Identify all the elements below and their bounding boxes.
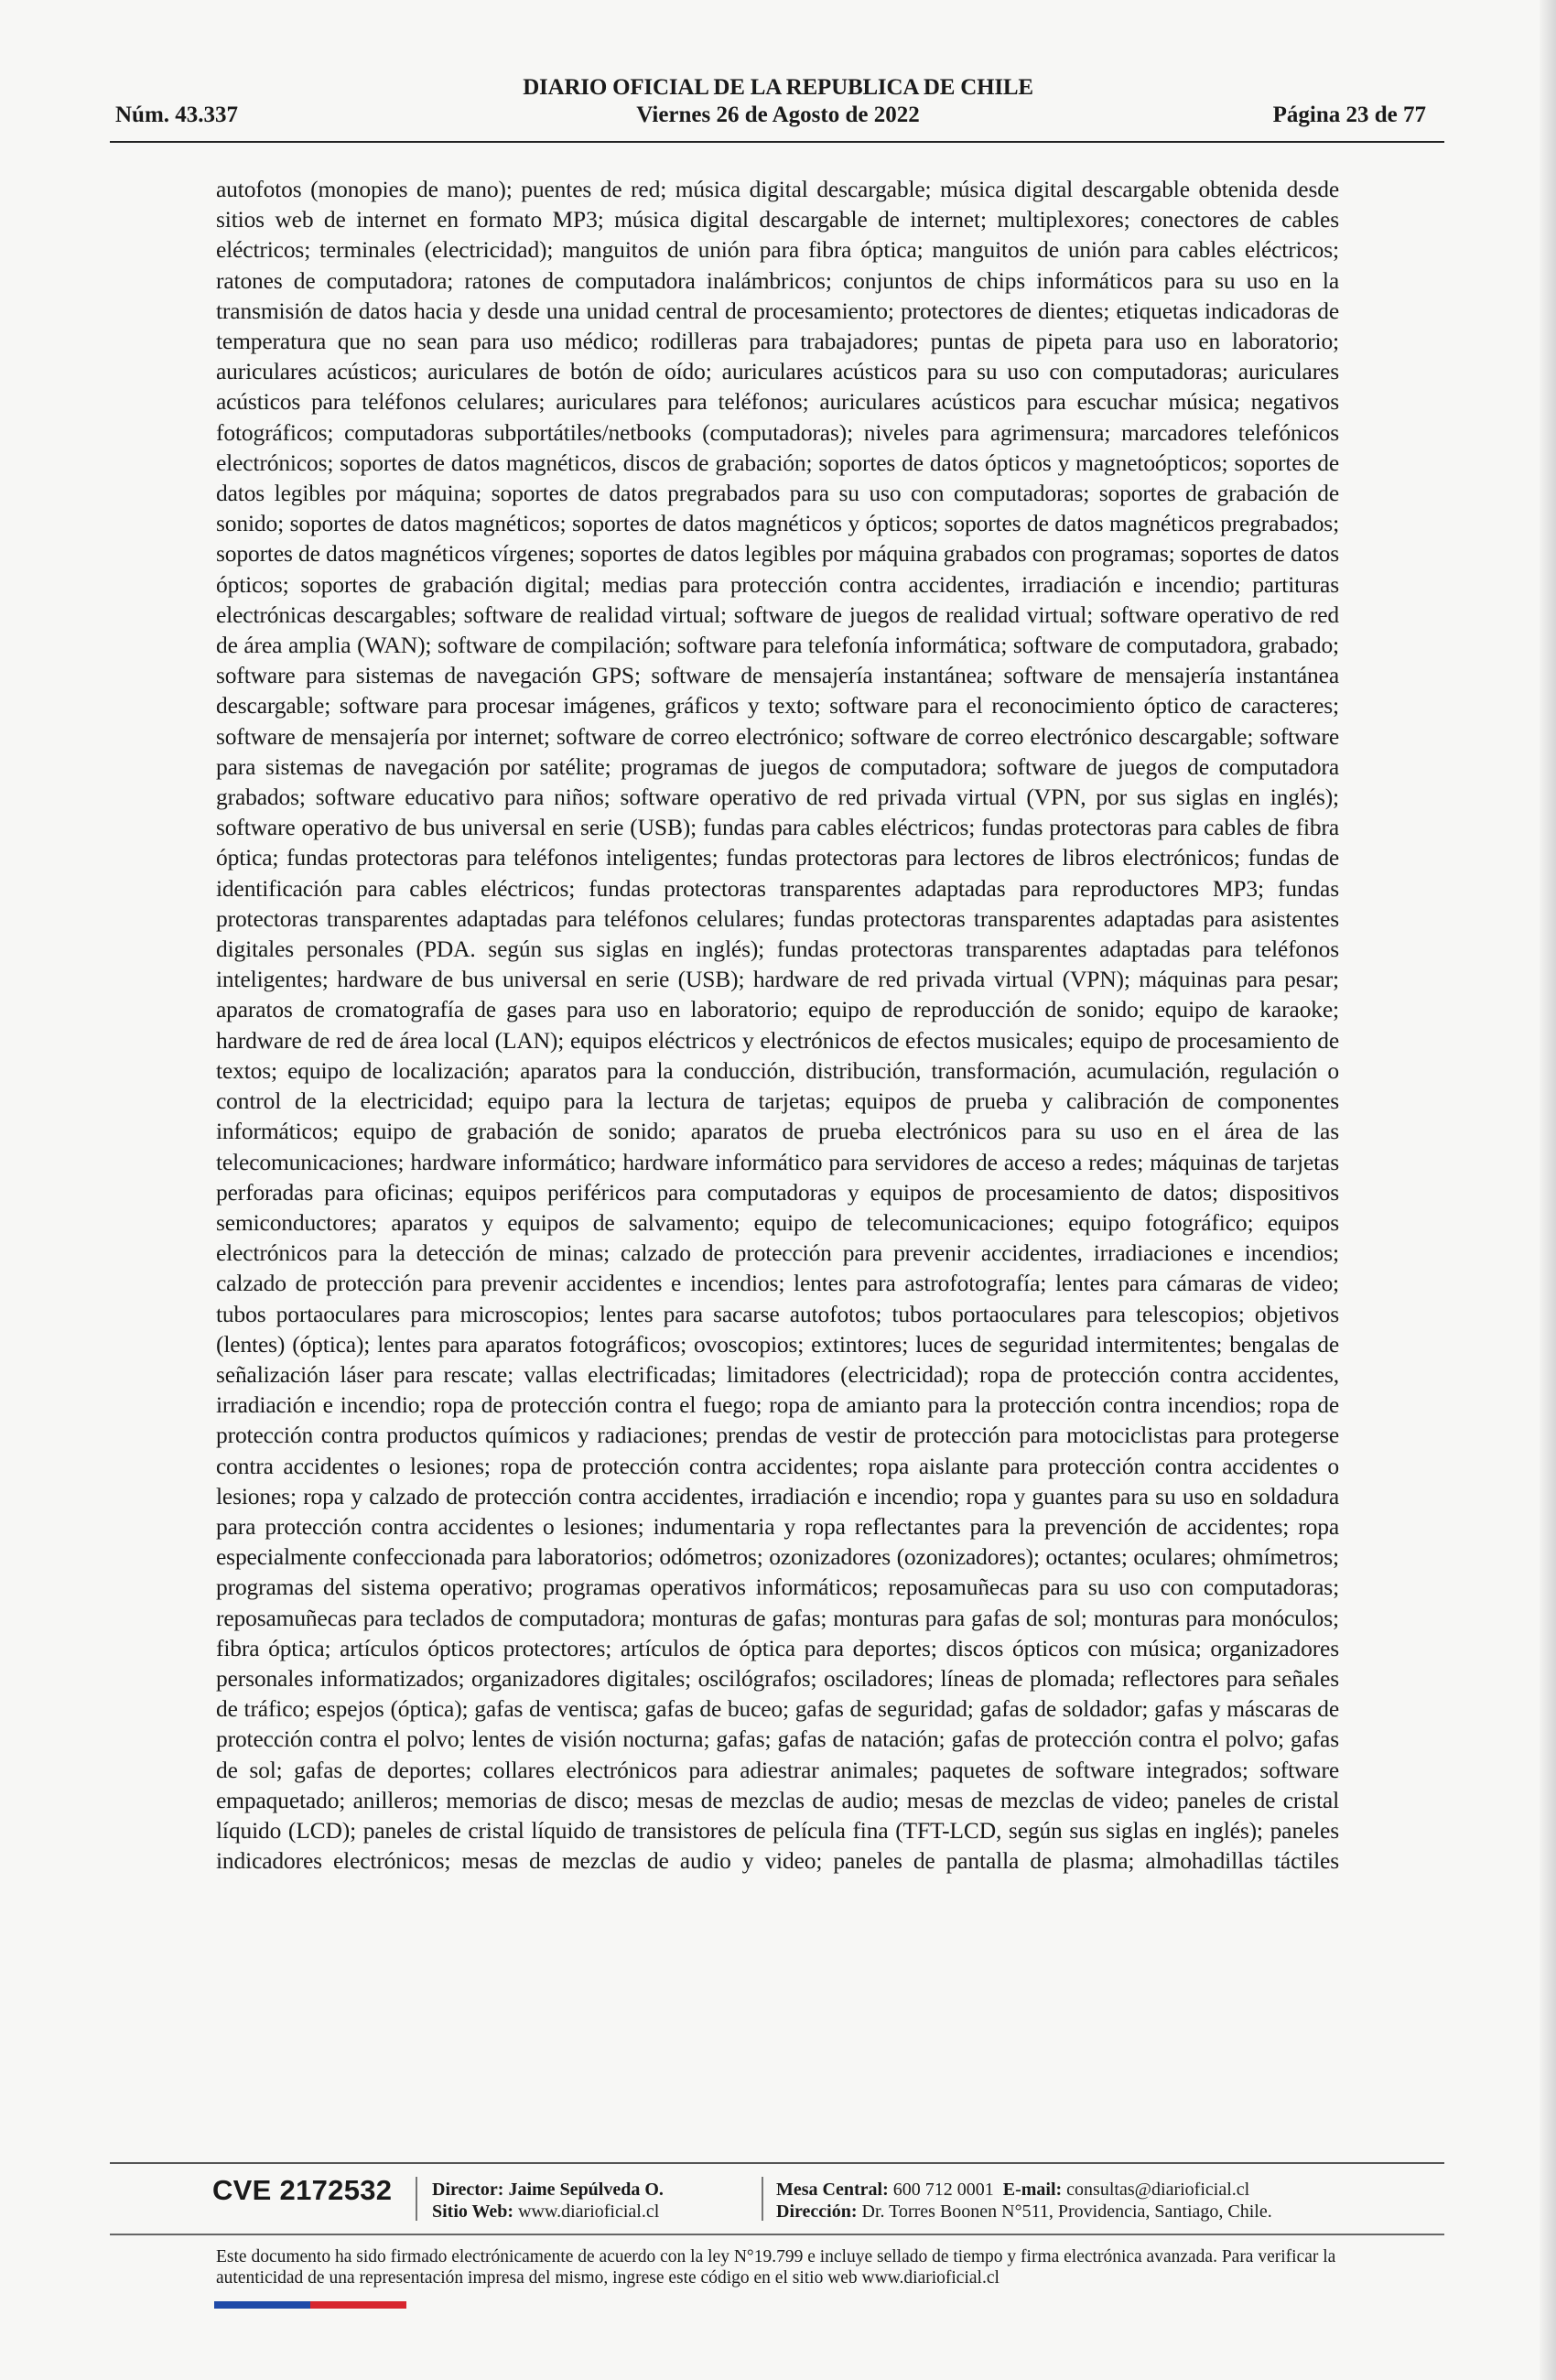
footer-separator: [416, 2177, 417, 2221]
header-divider: [110, 141, 1444, 143]
phone-label: Mesa Central:: [776, 2180, 889, 2200]
flag-blue-segment: [214, 2301, 310, 2309]
issue-date: Viernes 26 de Agosto de 2022: [636, 103, 920, 127]
issue-number: Núm. 43.337: [115, 103, 239, 127]
phone-number: 600 712 0001: [892, 2180, 994, 2200]
cve-code: CVE 2172532: [212, 2174, 393, 2206]
flag-red-segment: [310, 2301, 406, 2309]
address-text: Dr. Torres Boonen N°511, Providencia, Santiago, Chile.: [861, 2202, 1272, 2222]
footer-contact-block: [776, 2179, 1272, 2223]
signature-notice: Este documento ha sido firmado electrónicamente de acuerdo con la ley N°19.799 e incluye sellado de tiempo y firma electrónica avanzada. Para verificar la autenticidad de una representación impresa del mismo, ingrese este código en el sitio web www.diarioficial.cl: [216, 2247, 1336, 2288]
footer-divider-top: [110, 2162, 1444, 2164]
newspaper-title: DIARIO OFICIAL DE LA REPUBLICA DE CHILE: [523, 75, 1033, 100]
body-paragraph: autofotos (monopies de mano); puentes de red; música digital descargable; música digital descargable obtenida desde sitios web de internet en formato MP3; música digital descargable de internet; multiplexores; conectores de cables eléctricos; terminales (electricidad); manguitos de unión para fibra óptica; manguitos de unión para cables eléctricos; ratones de computadora; ratones de computadora inalámbricos; conjuntos de chips informáticos para su uso en la transmisión de datos hacia y desde una unidad central de procesamiento; protectores de dientes; etiquetas indicadoras de temperatura que no sean para uso médico; rodilleras para trabajadores; puntas de pipeta para uso en laboratorio; auriculares acústicos; auriculares de botón de oído; auriculares acústicos para su uso con computadoras; auriculares acústicos para teléfonos celulares; auriculares para teléfonos; auriculares acústicos para escuchar música; negativos fotográficos; computadoras subportátiles/netbooks (computadoras); niveles para agrimensura; marcadores telefónicos electrónicos; soportes de datos magnéticos, discos de grabación; soportes de datos ópticos y magnetoópticos; soportes de datos legibles por máquina; soportes de datos pregrabados para su uso con computadoras; soportes de grabación de sonido; soportes de datos magnéticos; soportes de datos magnéticos y ópticos; soportes de datos magnéticos pregrabados; soportes de datos magnéticos vírgenes; soportes de datos legibles por máquina grabados con programas; soportes de datos ópticos; soportes de grabación digital; medias para protección contra accidentes, irradiación e incendio; partituras electrónicas descargables; software de realidad virtual; software de juegos de realidad virtual; software operativo de red de área amplia (WAN); software de compilación; software para telefonía informática; software de computadora, grabado; software para sistemas de navegación GPS; software de mensajería instantánea; software de mensajería instantánea descargable; software para procesar imágenes, gráficos y texto; software para el reconocimiento óptico de caracteres; software de mensajería por internet; software de correo electrónico; software de correo electrónico descargable; software para sistemas de navegación por satélite; programas de juegos de computadora; software de juegos de computadora grabados; software educativo para niños; software operativo de red privada virtual (VPN, por sus siglas en inglés); software operativo de bus universal en serie (USB); fundas para cables eléctricos; fundas protectoras para cables de fibra óptica; fundas protectoras para teléfonos inteligentes; fundas protectoras para lectores de libros electrónicos; fundas de identificación para cables eléctricos; fundas protectoras transparentes adaptadas para reproductores MP3; fundas protectoras transparentes adaptadas para teléfonos celulares; fundas protectoras transparentes adaptadas para asistentes digitales personales (PDA. según sus siglas en inglés); fundas protectoras transparentes adaptadas para teléfonos inteligentes; hardware de bus universal en serie (USB); hardware de red privada virtual (VPN); máquinas para pesar; aparatos de cromatografía de gases para uso en laboratorio; equipo de reproducción de sonido; equipo de karaoke; hardware de red de área local (LAN); equipos eléctricos y electrónicos de efectos musicales; equipo de procesamiento de textos; equipo de localización; aparatos para la conducción, distribución, transformación, acumulación, regulación o control de la electricidad; equipo para la lectura de tarjetas; equipos de prueba y calibración de componentes informáticos; equipo de grabación de sonido; aparatos de prueba electrónicos para su uso en el área de las telecomunicaciones; hardware informático; hardware informático para servidores de acceso a redes; máquinas de tarjetas perforadas para oficinas; equipos periféricos para computadoras y equipos de procesamiento de datos; dispositivos semiconductores; aparatos y equipos de salvamento; equipo de telecomunicaciones; equipo fotográfico; equipos electrónicos para la detección de minas; calzado de protección para prevenir accidentes, irradiaciones e incendios; calzado de protección para prevenir accidentes e incendios; lentes para astrofotografía; lentes para cámaras de video; tubos portaoculares para microscopios; lentes para sacarse autofotos; tubos portaoculares para telescopios; objetivos (lentes) (óptica); lentes para aparatos fotográficos; ovoscopios; extintores; luces de seguridad intermitentes; bengalas de señalización láser para rescate; vallas electrificadas; limitadores (electricidad); ropa de protección contra accidentes, irradiación e incendio; ropa de protección contra el fuego; ropa de amianto para la protección contra incendios; ropa de protección contra productos químicos y radiaciones; prendas de vestir de protección para motociclistas para protegerse contra accidentes o lesiones; ropa de protección contra accidentes; ropa aislante para protección contra accidentes o lesiones; ropa y calzado de protección contra accidentes, irradiación e incendio; ropa y guantes para su uso en soldadura para protección contra accidentes o lesiones; indumentaria y ropa reflectantes para la prevención de accidentes; ropa especialmente confeccionada para laboratorios; odómetros; ozonizadores (ozonizadores); octantes; oculares; ohmímetros; programas del sistema operativo; programas operativos informáticos; reposamuñecas para su uso con computadoras; reposamuñecas para teclados de computadora; monturas de gafas; monturas para gafas de sol; monturas para monóculos; fibra óptica; artículos ópticos protectores; artículos de óptica para deportes; discos ópticos con música; organizadores personales informatizados; organizadores digitales; oscilógrafos; osciladores; líneas de plomada; reflectores para señales de tráfico; espejos (óptica); gafas de ventisca; gafas de buceo; gafas de seguridad; gafas de soldador; gafas y máscaras de protección contra el polvo; lentes de visión nocturna; gafas; gafas de natación; gafas de protección contra el polvo; gafas de sol; gafas de deportes; collares electrónicos para adiestrar animales; paquetes de software integrados; software empaquetado; anilleros; memorias de disco; mesas de mezclas de audio; mesas de mezclas de video; paneles de cristal líquido (LCD); paneles de cristal líquido de transistores de película fina (TFT-LCD, según sus siglas en inglés); paneles indicadores electrónicos; mesas de mezclas de audio y video; paneles de pantalla de plasma; almohadillas táctiles: [216, 176, 1339, 1875]
page-edge-shadow: [1540, 0, 1556, 2380]
footer-divider-bottom: [110, 2234, 1444, 2235]
director-label: Director:: [432, 2180, 504, 2200]
website-label: Sitio Web:: [432, 2202, 514, 2222]
footer-director-block: [432, 2179, 664, 2223]
address-label: Dirección:: [776, 2202, 858, 2222]
flag-stripe: [214, 2301, 406, 2309]
email-label: E-mail:: [1002, 2180, 1063, 2200]
website-link[interactable]: www.diarioficial.cl: [518, 2202, 660, 2222]
director-name: Jaime Sepúlveda O.: [508, 2180, 664, 2200]
email-link[interactable]: consultas@diarioficial.cl: [1066, 2180, 1250, 2200]
footer-separator: [762, 2177, 763, 2221]
page-number: Página 23 de 77: [1272, 103, 1426, 127]
